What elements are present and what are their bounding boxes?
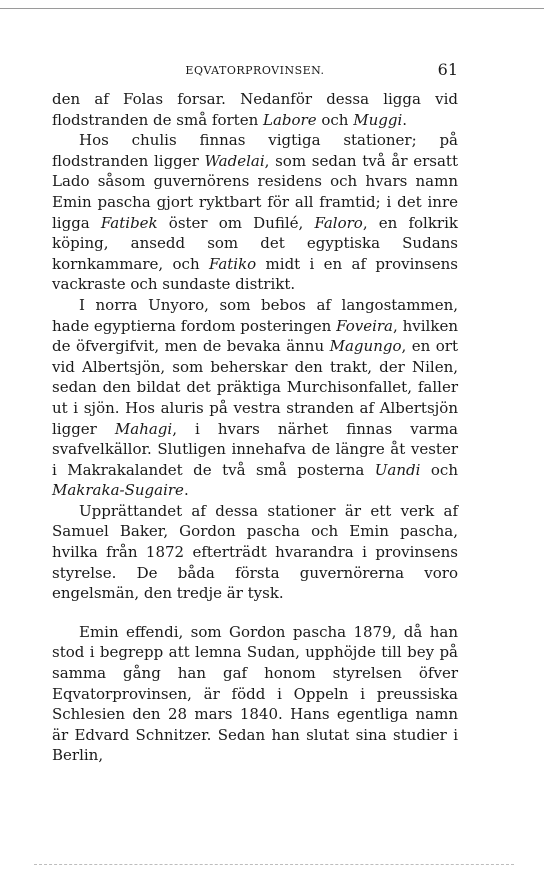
text-span: .: [183, 481, 189, 500]
place-name: Mahagi: [114, 419, 173, 438]
text-span: och: [420, 460, 458, 479]
page-number: 61: [437, 60, 458, 79]
body-text: [52, 89, 458, 766]
text-span: I norra Unyoro, som bebos af langostammen, hade egyptierna fordom posteringen: [52, 295, 458, 335]
page-header: [52, 60, 458, 84]
place-name: Uandi: [374, 460, 421, 479]
top-rule: [0, 8, 544, 9]
paragraph-3: [52, 295, 458, 501]
bottom-rule: [34, 864, 514, 865]
text-span: Emin effendi, som Gordon pascha 1879, då han stod i begrepp att lemna Sudan, upphöjde till bey på samma gång han gaf honom styrelsen öfver Eqvatorprovinsen, är född i Oppeln i preussiska Schlesien den 28 mars 1840. Hans egentliga namn är Edvard Schnitzer. Sedan han slutat sina studier i Berlin,: [52, 622, 458, 765]
text-span: midt i en af provinsens vackraste och sundaste distrikt.: [52, 254, 458, 294]
text-span: Upprättandet af dessa stationer är ett verk af Samuel Baker, Gordon pascha och Emin pascha, hvilka från 1872 efterträdt hvarandra i provinsens styrelse. De båda första guvernörerna voro engelsmän, den tredje är tysk.: [52, 501, 458, 603]
text-span: , i hvars närhet finnas varma svafvelkällor. Slutligen innehafva de längre åt vester i Makrakalandet de två små posterna: [52, 419, 458, 479]
text-span: den af Folas forsar. Nedanför dessa ligga vid flodstranden de små forten: [52, 90, 458, 129]
place-name: Muggi: [353, 110, 403, 129]
place-name: Labore: [263, 110, 317, 129]
text-span: .: [402, 110, 408, 129]
paragraph-2: [52, 130, 458, 295]
place-name: Magungo: [329, 337, 402, 356]
place-name: Fatiko: [208, 254, 257, 273]
place-name: Foveira: [336, 316, 394, 335]
paragraph-4: [52, 501, 458, 604]
text-span: öster om Dufilé,: [157, 213, 315, 232]
place-name: Fatibek: [100, 213, 158, 232]
text-span: , som sedan två år ersatt Lado såsom guvernörens residens och hvars namn Emin pascha gjort ryktbart för all framtid; i det inre ligga: [52, 151, 458, 232]
paragraph-1: [52, 89, 458, 130]
text-span: , hvilken de öfvergifvit, men de bevaka ännu: [52, 316, 458, 356]
place-name: Faloro: [314, 213, 363, 232]
place-name: Wadelai: [204, 151, 265, 170]
text-span: , en folkrik köping, ansedd som det egyptiska Sudans kornkammare, och: [52, 213, 458, 273]
running-title: EQVATORPROVINSEN.: [185, 64, 325, 77]
text-span: Hos chulis finnas vigtiga stationer; på flodstranden ligger: [52, 131, 458, 170]
place-name: Makraka-Sugaire: [52, 481, 184, 500]
text-span: och: [316, 110, 354, 129]
paragraph-5: [52, 622, 458, 766]
text-span: , en ort vid Albertsjön, som beherskar den trakt, der Nilen, sedan den bildat det präktiga Murchisonfallet, faller ut i sjön. Hos aluris på vestra stranden af Albertsjön ligger: [52, 337, 458, 438]
